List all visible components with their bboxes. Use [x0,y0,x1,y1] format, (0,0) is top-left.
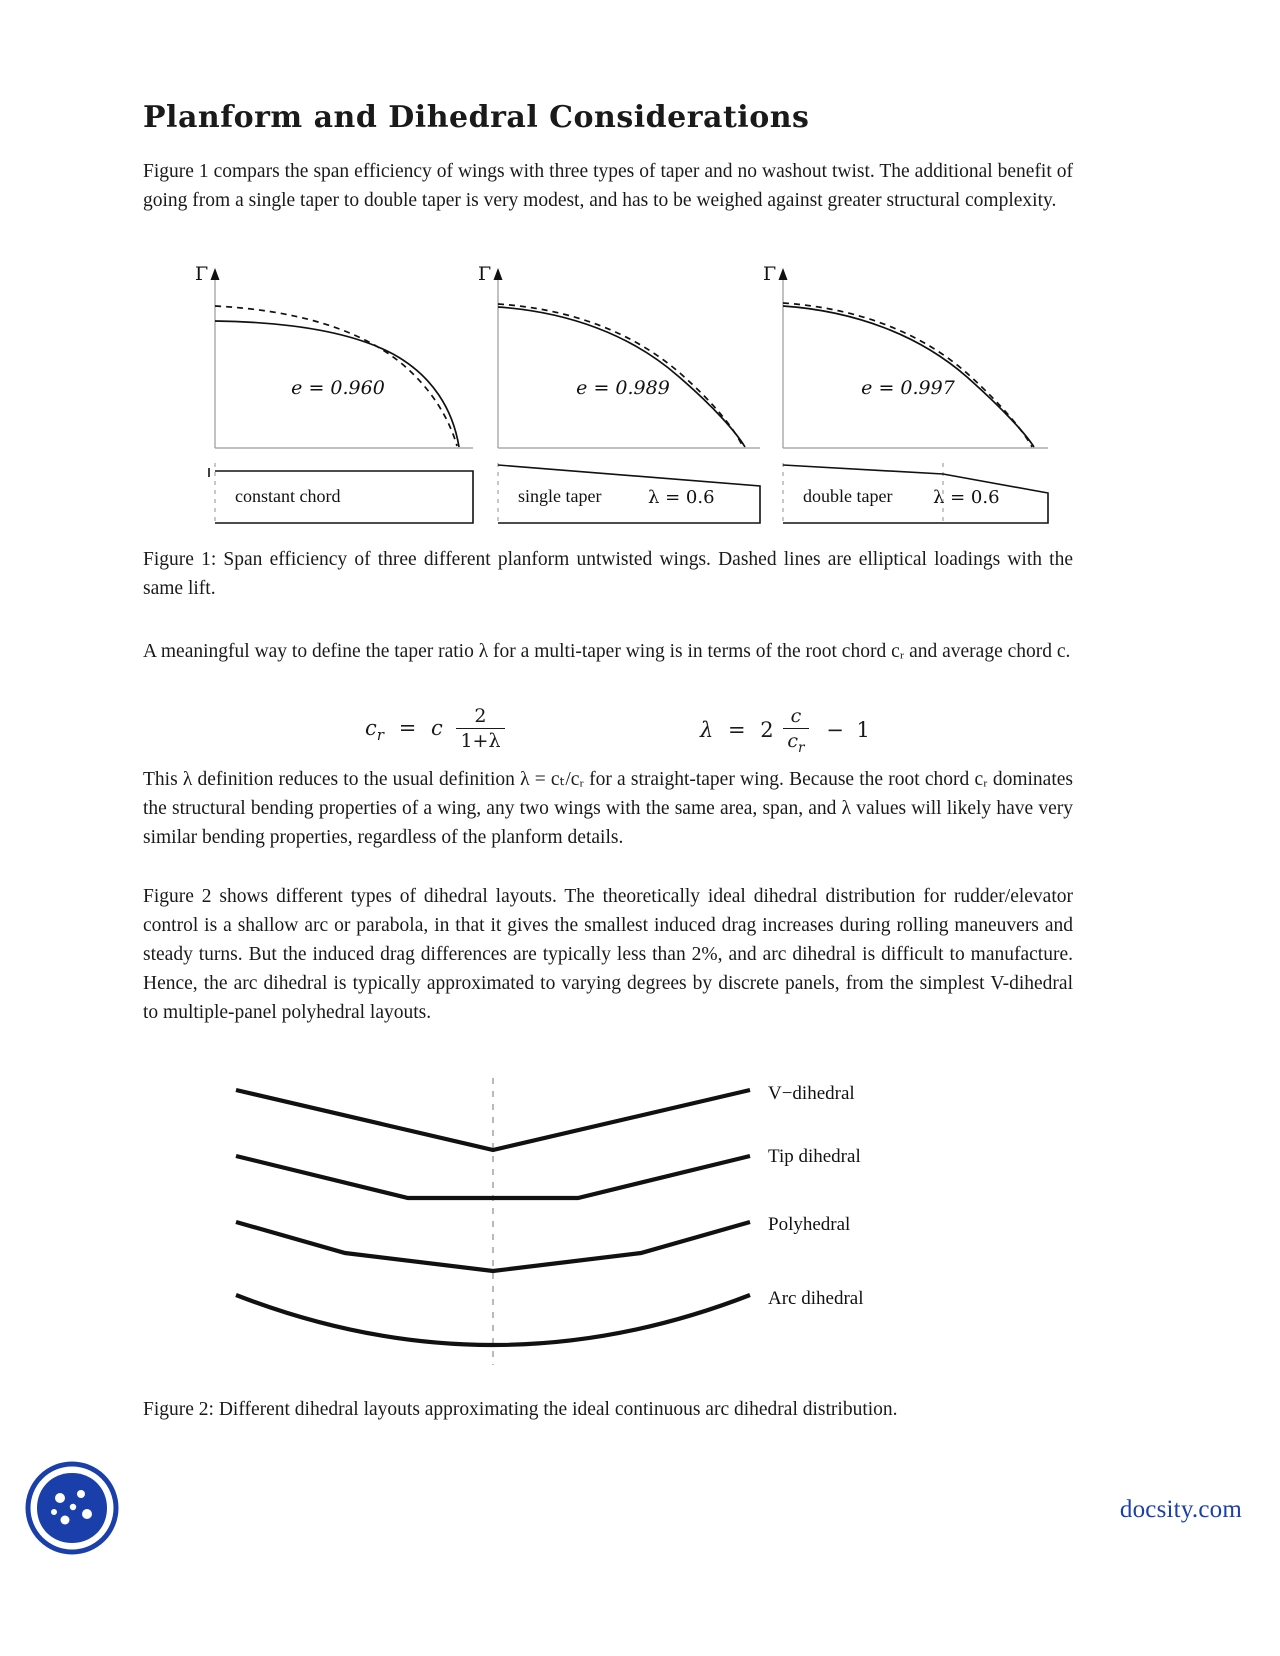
eq-denominator-right: $c_r$ [783,728,808,756]
equation-row [143,698,1073,760]
figure1-panel-single-taper [478,263,760,523]
gamma-axis-arrow-2 [494,268,503,280]
logo-chip-6 [51,1509,57,1515]
logo-chip-1 [55,1493,65,1503]
eq-lhs-lambda: λ [700,717,714,742]
logo-chip-2 [77,1490,85,1498]
elliptical-loading-curve-3 [783,303,1032,447]
figure-2 [143,1070,1073,1380]
figure1-panel-double-taper [763,263,1048,523]
logo-chip-4 [61,1516,70,1525]
taper-ratio-paragraph: A meaningful way to define the taper ratio λ for a multi-taper wing is in terms of the root chord cᵣ and average chord c. [143,641,1071,662]
eq-equals-right: = [728,717,746,742]
figure-1 [143,258,1073,533]
efficiency-label-1: e = 0.960 [291,377,385,399]
figure-2-caption: Figure 2: Different dihedral layouts approximating the ideal continuous arc dihedral distribution. [143,1399,898,1420]
polyhedral-label: Polyhedral [768,1214,851,1235]
figure-1-graphic [143,258,1073,533]
logo-chip-5 [70,1504,76,1510]
eq-numerator-right: c [790,705,802,727]
eq-coefficient-right: 2 [760,717,774,742]
planform-label-1: constant chord [235,486,341,506]
efficiency-label-2: e = 0.989 [576,377,670,399]
equation-taper-ratio [700,706,870,757]
lambda-definition-paragraph: This λ definition reduces to the usual definition λ = cₜ/cᵣ for a straight-taper wing. Because the root chord cᵣ dominates the structural bending properties of a wing, any two wings with the same area, span, and λ values will likely have very similar bending properties, regardless of the planform details. [143,769,1073,848]
logo-chip-3 [82,1509,92,1519]
eq-fraction-left [456,705,504,752]
eq-trailing-right: 1 [856,717,870,742]
gamma-label-1: Γ [195,263,209,285]
tip-dihedral-shape [236,1156,750,1198]
dihedral-paragraph: Figure 2 shows different types of dihedral layouts. The theoretically ideal dihedral distribution for rudder/elevator control is a shallow arc or parabola, in that it gives the smallest induced drag increases during rolling maneuvers and steady turns. But the induced drag differences are typically less than 2%, and arc dihedral is difficult to manufacture. Hence, the arc dihedral is typically approximated to varying degrees by discrete panels, from the simplest V-dihedral to multiple-panel polyhedral layouts. [143,886,1073,1023]
eq-lhs-cr: $c_r$ [365,716,384,745]
gamma-axis-arrow-3 [779,268,788,280]
eq-denominator-left: 1+λ [456,728,504,752]
eq-minus-right: − [826,717,844,742]
taper-ratio-label-2: λ = 0.6 [648,487,715,508]
eq-equals-left: = [398,716,417,740]
planform-label-2: single taper [518,486,602,506]
figure-2-graphic [143,1070,1073,1380]
page-title: Planform and Dihedral Considerations [143,100,810,135]
tip-dihedral-label: Tip dihedral [768,1146,861,1167]
eq-numerator-left: 2 [474,705,487,727]
figure1-panel-constant-chord [195,263,473,523]
equation-root-chord [365,706,508,753]
docsity-logo[interactable] [24,1460,120,1556]
elliptical-loading-curve-2 [498,304,743,447]
efficiency-label-3: e = 0.997 [861,377,955,399]
v-dihedral-label: V−dihedral [768,1083,855,1104]
figure-1-caption: Figure 1: Span efficiency of three different planform untwisted wings. Dashed lines are elliptical loadings with the same lift. [143,549,1073,599]
elliptical-loading-curve-1 [215,306,457,446]
docsity-cookie-icon [24,1460,120,1556]
gamma-axis-arrow-1 [211,268,220,280]
eq-factor-c: c [430,716,443,740]
taper-ratio-label-3: λ = 0.6 [933,487,1000,508]
docsity-brand-text[interactable]: docsity.com [1119,1496,1242,1523]
gamma-label-3: Γ [763,263,777,285]
planform-label-3: double taper [803,486,893,506]
gamma-label-2: Γ [478,263,492,285]
eq-fraction-right [783,705,808,756]
intro-paragraph: Figure 1 compars the span efficiency of wings with three types of taper and no washout twist. The additional benefit of going from a single taper to double taper is very modest, and has to be weighed against greater structural complexity. [143,161,1073,211]
arc-dihedral-label: Arc dihedral [768,1288,864,1309]
